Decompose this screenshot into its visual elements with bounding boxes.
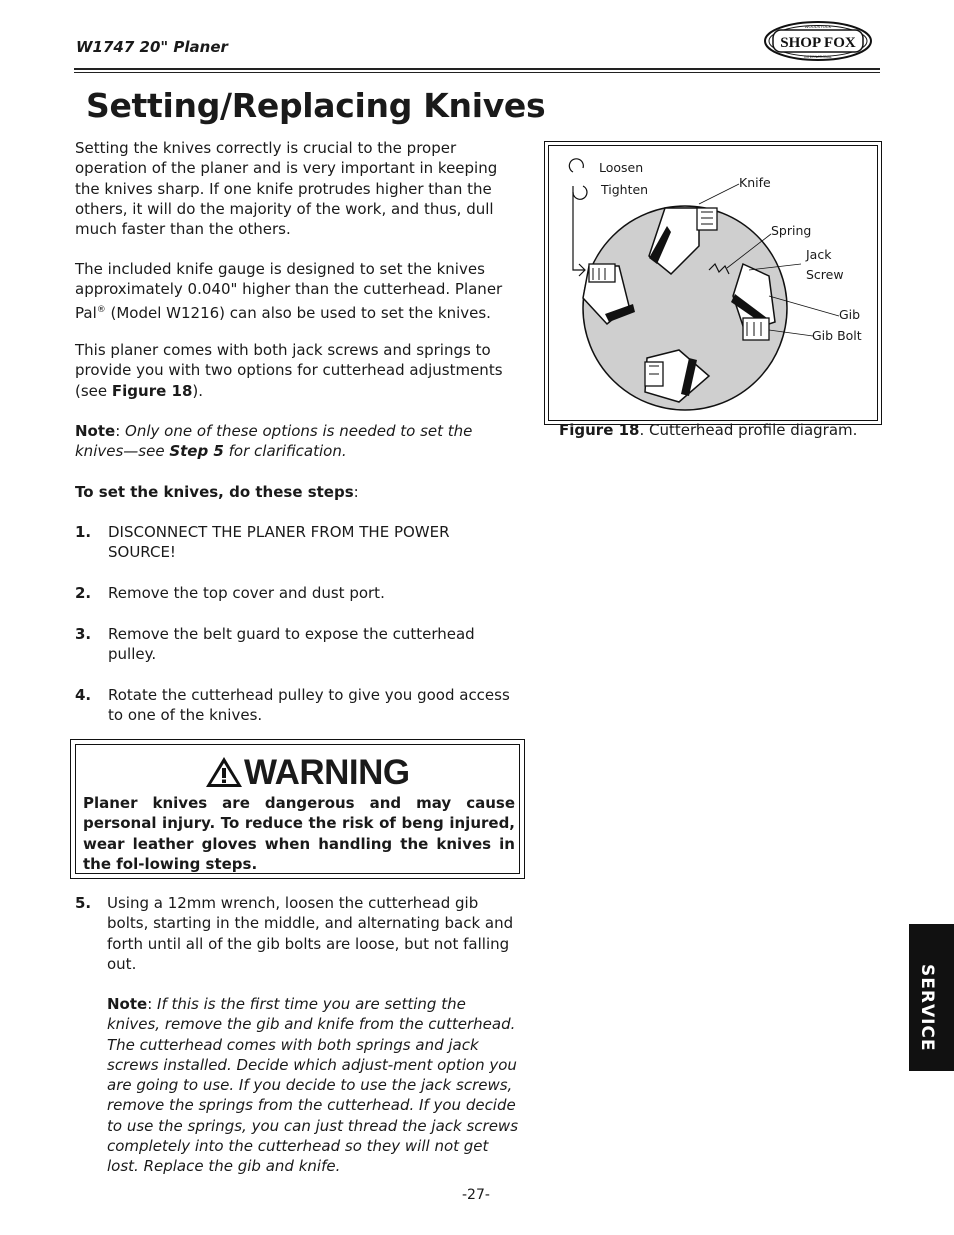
warning-triangle-icon (204, 755, 244, 789)
step-number: 2. (75, 584, 92, 602)
label-screw: Screw (806, 267, 844, 282)
document-header-title: W1747 20" Planer (76, 38, 228, 56)
figure-caption: Figure 18. Cutterhead profile diagram. (559, 421, 858, 439)
label-gib: Gib (839, 307, 861, 322)
label-knife: Knife (739, 175, 771, 190)
steps-heading: To set the knives, do these steps: (75, 483, 359, 501)
intro-paragraph-1: Setting the knives correctly is crucial to the proper operation of the planer and is very important in keeping the knives sharp. If one knife protrudes higher than the others, it will do the majority of the work, and thus, dull much faster than the others. (75, 139, 498, 239)
note-first-time: Note: If this is the first time you are setting the knives, remove the gib and knife from the cutterhead. The cutterhead comes with both springs and jack screws installed. Decide which adjust-ment option you are going to use. If you decide to use the jack screws, remove the springs from the cutterhead. If you decide to use the springs, you can just thread the jack screws completely into the cutterhead so they will not get lost. Replace the gib and knife. (107, 995, 519, 1176)
section-tab-service: SERVICE (909, 924, 954, 1071)
cutterhead-diagram (549, 146, 877, 420)
step-number: 5. (75, 894, 92, 912)
warning-heading: WARNING (244, 753, 410, 792)
intro-paragraph-3: This planer comes with both jack screws and springs to provide you with two options for cutterhead adjustments (see Figure 18). (75, 341, 503, 400)
step-text: Using a 12mm wrench, loosen the cutterhead gib bolts, starting in the middle, and alternating back and forth until all of the gib bolts are loose, but not falling out. (107, 894, 514, 973)
figure-reference: Figure 18 (111, 381, 193, 400)
step-text: Remove the belt guard to expose the cutterhead pulley. (108, 625, 475, 664)
svg-text:INTERNATIONAL: INTERNATIONAL (804, 55, 832, 59)
step-text: Remove the top cover and dust port. (108, 584, 385, 602)
warning-box (70, 739, 525, 879)
step-number: 4. (75, 686, 92, 704)
label-loosen: Loosen (599, 160, 644, 175)
page-title: Setting/Replacing Knives (86, 86, 546, 125)
label-tighten: Tighten (601, 182, 649, 197)
step-number: 1. (75, 523, 92, 541)
page-number: -27- (462, 1187, 490, 1203)
intro-paragraph-2: The included knife gauge is designed to set the knives approximately 0.040" higher than the cutterhead. Planer Pal® (Model W1216) can also be used to set the knives. (75, 260, 503, 322)
svg-text:WOODSTOCK: WOODSTOCK (804, 24, 832, 29)
header-rule (74, 68, 880, 70)
shop-fox-logo (763, 20, 873, 62)
step-text: DISCONNECT THE PLANER FROM THE POWER SOURCE! (108, 523, 450, 562)
figure-frame (544, 141, 882, 425)
label-spring: Spring (771, 223, 812, 238)
svg-text:SHOP FOX: SHOP FOX (780, 35, 856, 51)
step-number: 3. (75, 625, 92, 643)
note-options: Note: Only one of these options is needed to set the knives—see Step 5 for clarification. (75, 422, 473, 461)
label-gib-bolt: Gib Bolt (812, 328, 862, 343)
warning-text: Planer knives are dangerous and may cause personal injury. To reduce the risk of beng injured, wear leather gloves when handling the knives in the fol-lowing steps. (83, 794, 515, 873)
step-text: Rotate the cutterhead pulley to give you good access to one of the knives. (108, 686, 510, 725)
label-jack: Jack (806, 247, 832, 262)
header-rule-thin (74, 72, 880, 73)
